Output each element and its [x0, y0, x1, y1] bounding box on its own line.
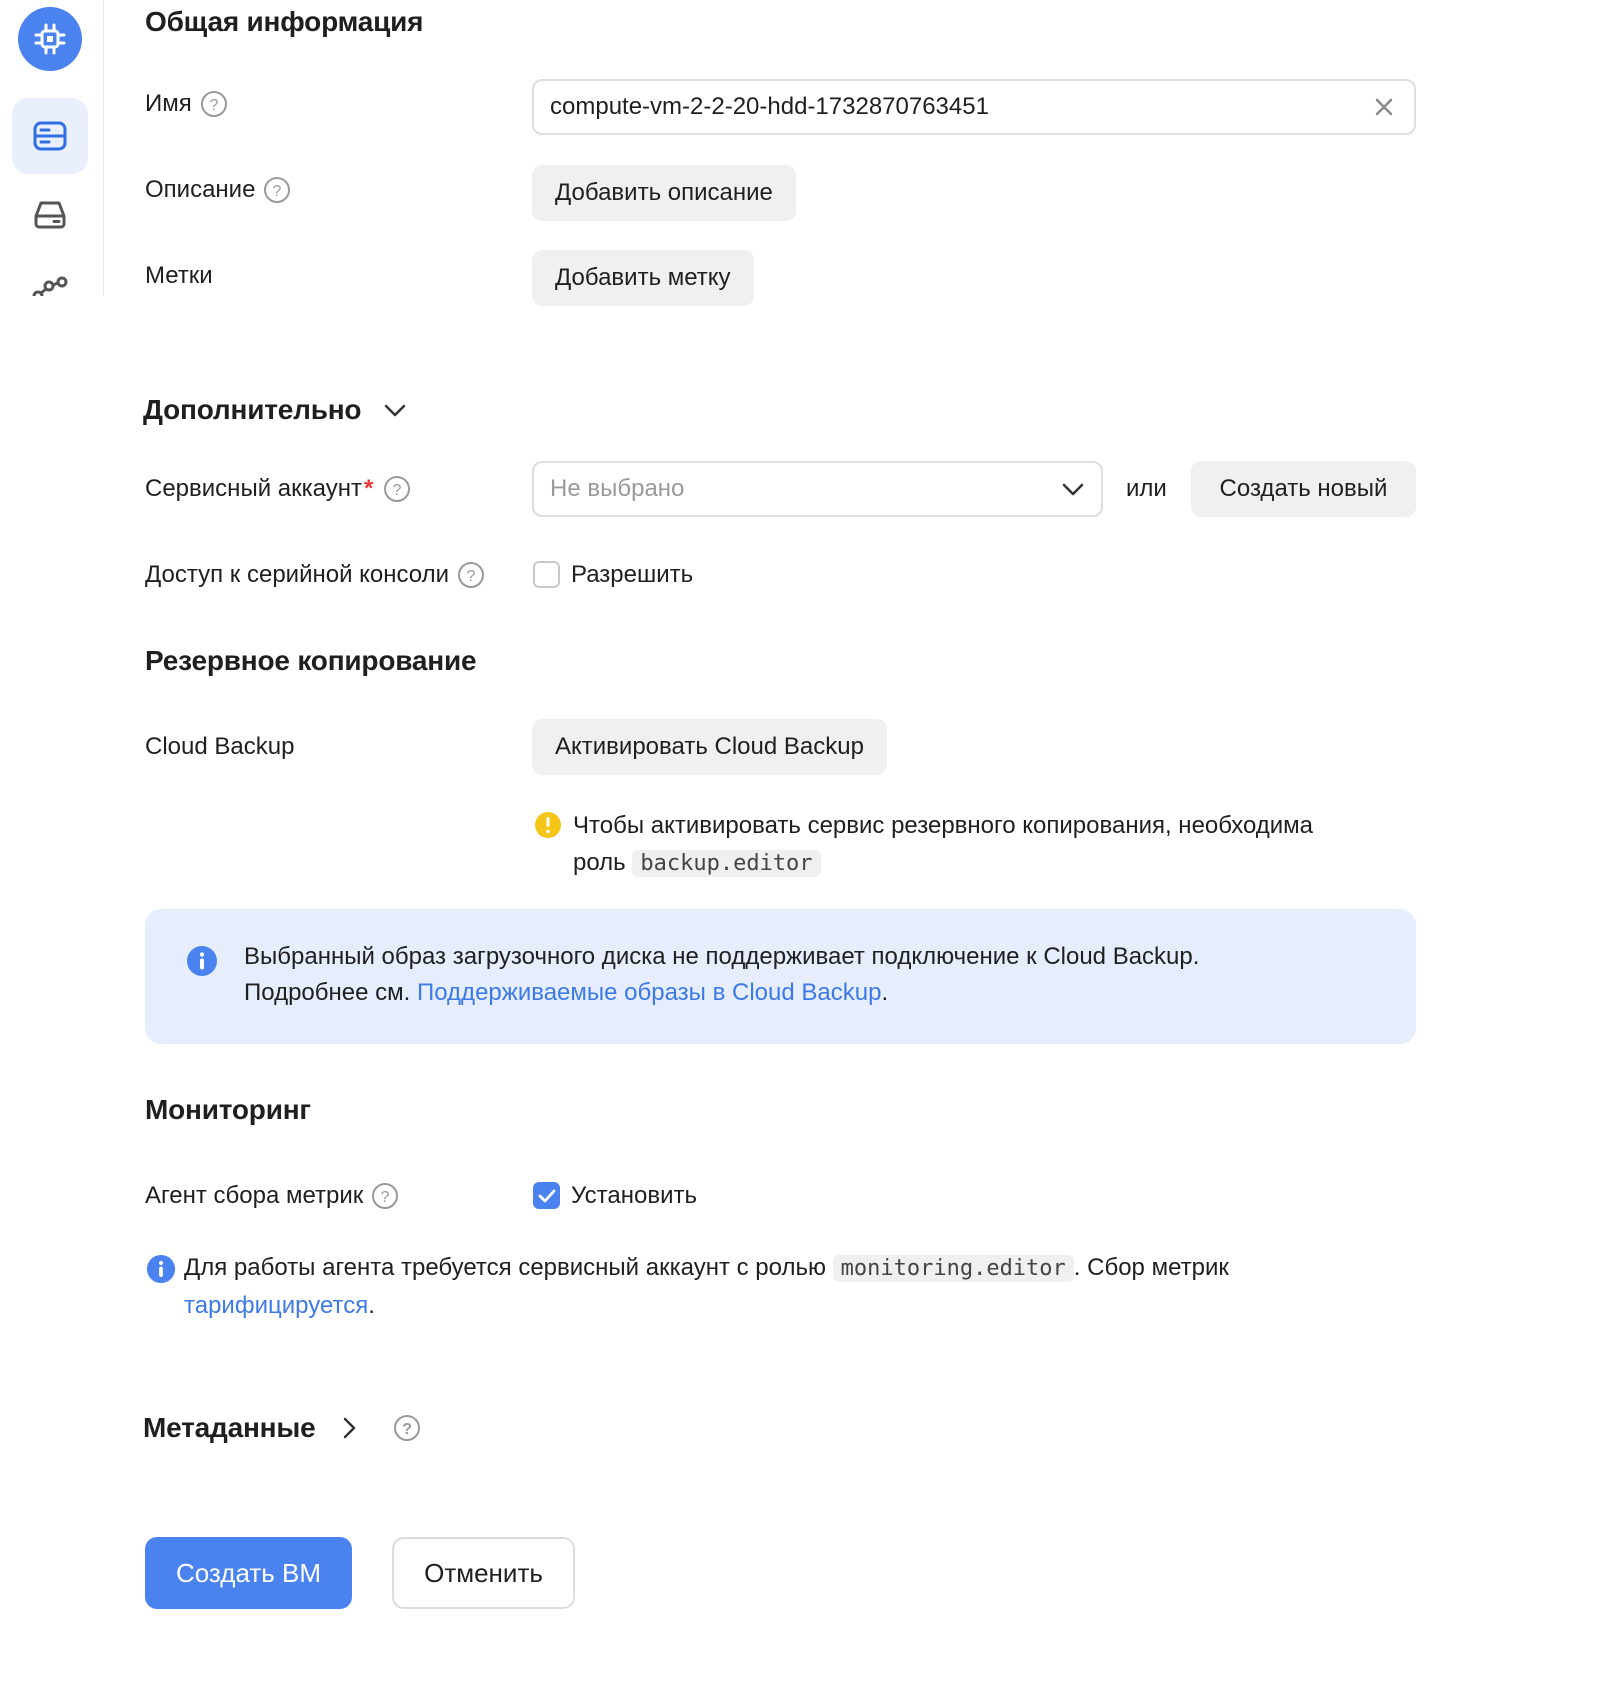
serial-console-label — [145, 561, 485, 589]
monitoring-note-suffix: . — [368, 1292, 375, 1319]
section-title-monitoring: Мониторинг — [145, 1094, 311, 1125]
clear-icon[interactable] — [1370, 93, 1398, 121]
sidebar — [0, 0, 104, 296]
description-label-text: Описание — [145, 176, 256, 203]
activate-cloud-backup-button[interactable]: Активировать Cloud Backup — [532, 719, 887, 775]
info-icon — [186, 945, 218, 977]
supported-images-link[interactable]: Поддерживаемые образы в Cloud Backup — [416, 979, 882, 1006]
help-icon[interactable] — [457, 561, 485, 589]
graph-nodes-icon — [32, 274, 68, 296]
help-icon[interactable] — [371, 1182, 399, 1210]
server-icon — [32, 120, 68, 152]
backup-info-prefix: Подробнее см. — [244, 979, 411, 1006]
metrics-agent-label — [145, 1182, 399, 1210]
sidebar-item-monitoring[interactable] — [12, 258, 88, 296]
add-label-button[interactable]: Добавить метку — [532, 250, 754, 306]
svg-text:?: ? — [402, 1421, 413, 1438]
backup-role-code: backup.editor — [632, 850, 820, 877]
chevron-right-icon — [341, 1416, 357, 1440]
backup-info-line1: Выбранный образ загрузочного диска не поддерживает подключение к Cloud Backup. — [244, 943, 1200, 970]
labels-label — [145, 262, 213, 290]
help-icon[interactable] — [383, 475, 411, 503]
backup-info-line2 — [244, 975, 1199, 1011]
info-icon — [146, 1254, 176, 1284]
sidebar-item-disks[interactable] — [12, 176, 88, 252]
cloud-backup-label: Cloud Backup — [145, 733, 295, 760]
serial-console-label-text: Доступ к серийной консоли — [145, 561, 450, 588]
sidebar-item-vms[interactable] — [12, 98, 88, 174]
svg-text:?: ? — [392, 482, 402, 499]
create-vm-button[interactable]: Создать ВМ — [145, 1537, 352, 1609]
backup-warning-role-prefix: роль — [573, 849, 626, 876]
backup-info-box — [145, 909, 1416, 1044]
service-account-label — [145, 475, 411, 503]
name-input-value: compute-vm-2-2-20-hdd-1732870763451 — [550, 93, 989, 120]
backup-info-text — [244, 939, 1199, 1011]
monitoring-note — [184, 1249, 1424, 1324]
section-title-general: Общая информация — [145, 6, 424, 37]
create-service-account-button[interactable]: Создать новый — [1191, 461, 1416, 517]
svg-text:?: ? — [272, 183, 282, 200]
section-title-additional[interactable] — [143, 394, 407, 426]
metrics-agent-checkbox-label[interactable]: Установить — [571, 1182, 697, 1209]
checkmark-icon — [538, 1189, 556, 1203]
serial-console-checkbox[interactable] — [533, 561, 560, 588]
backup-info-suffix: . — [881, 979, 889, 1006]
monitoring-note-middle: . Сбор метрик — [1073, 1254, 1229, 1281]
help-icon[interactable] — [393, 1414, 421, 1442]
monitoring-role-code: monitoring.editor — [833, 1255, 1074, 1282]
backup-warning-line2 — [573, 844, 1393, 882]
cpu-chip-icon — [33, 22, 67, 56]
warning-icon — [534, 811, 562, 839]
cancel-button[interactable]: Отменить — [392, 1537, 575, 1609]
metrics-agent-checkbox[interactable] — [533, 1182, 560, 1209]
service-account-placeholder: Не выбрано — [550, 475, 685, 502]
service-account-select[interactable] — [532, 461, 1103, 517]
service-account-label-text: Сервисный аккаунт — [145, 475, 362, 502]
section-title-metadata[interactable] — [143, 1412, 421, 1444]
monitoring-note-prefix: Для работы агента требуется сервисный аккаунт с ролью — [184, 1254, 826, 1281]
name-input[interactable] — [532, 79, 1416, 135]
labels-label-text: Метки — [145, 262, 213, 289]
section-title-backup: Резервное копирование — [145, 645, 477, 676]
metrics-agent-label-text: Агент сбора метрик — [145, 1182, 364, 1209]
required-mark: * — [363, 475, 374, 502]
name-label-text: Имя — [145, 90, 192, 117]
billing-link[interactable]: тарифицируется — [184, 1292, 369, 1319]
backup-warning-line1: Чтобы активировать сервис резервного копирования, необходима — [573, 812, 1314, 839]
metadata-title-text: Метаданные — [143, 1412, 316, 1443]
additional-title-text: Дополнительно — [143, 394, 362, 425]
or-text: или — [1126, 475, 1167, 502]
chevron-down-icon — [383, 402, 407, 418]
svg-text:?: ? — [466, 568, 476, 585]
compute-service-icon[interactable] — [18, 7, 82, 71]
name-label — [145, 90, 228, 118]
serial-console-checkbox-label[interactable]: Разрешить — [571, 561, 694, 588]
help-icon[interactable] — [200, 90, 228, 118]
svg-text:?: ? — [209, 97, 219, 114]
backup-warning-text — [573, 807, 1393, 882]
chevron-down-icon — [1061, 481, 1085, 497]
disk-icon — [32, 198, 68, 230]
svg-text:?: ? — [380, 1189, 390, 1206]
add-description-button[interactable]: Добавить описание — [532, 165, 796, 221]
description-label — [145, 176, 291, 204]
help-icon[interactable] — [263, 176, 291, 204]
